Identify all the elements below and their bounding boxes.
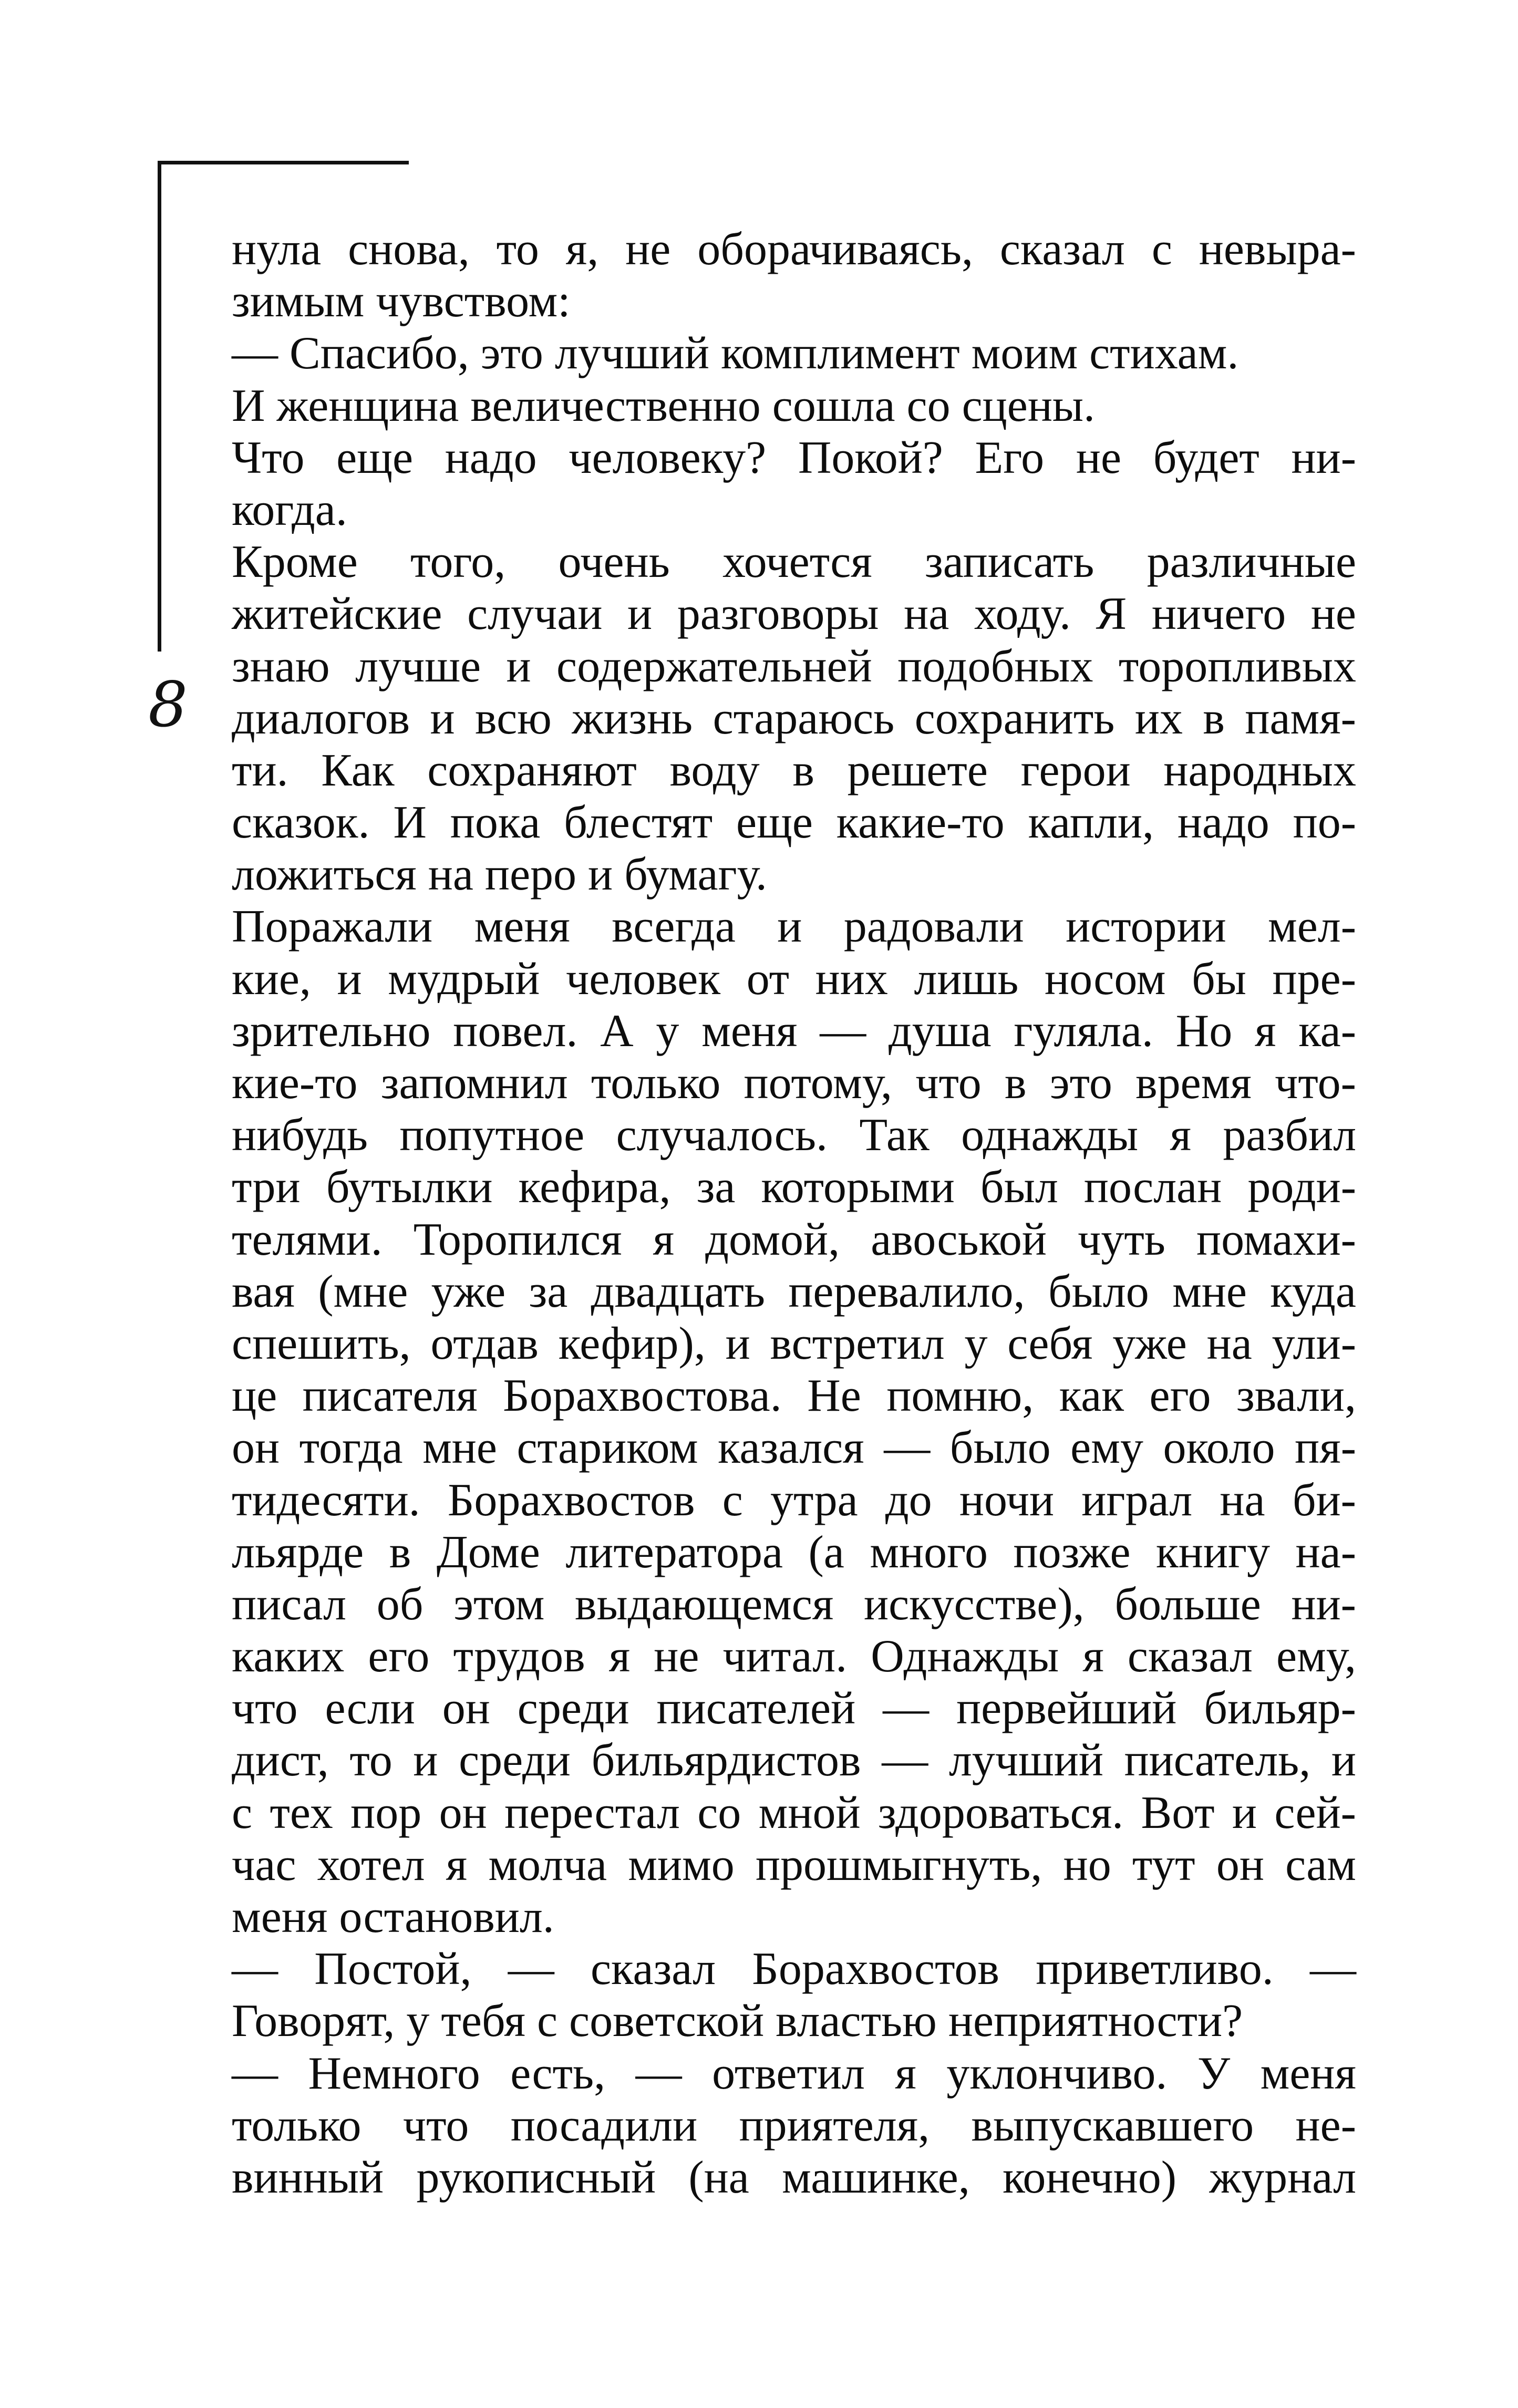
text-line: льярде в Доме литератора (а много позже книгу на- [232,1526,1356,1578]
text-line: писал об этом выдающемся искусстве), больше ни- [232,1578,1356,1630]
text-line: Что еще надо человеку? Покой? Его не будет ни- [232,432,1356,483]
text-line: Кроме того, очень хочется записать различные [232,536,1356,588]
text-line: знаю лучше и содержательней подобных торопливых [232,640,1356,692]
text-line: меня остановил. [232,1892,554,1942]
text-line: зрительно повел. А у меня — душа гуляла. Но я ка- [232,1005,1356,1057]
text-line: ти. Как сохраняют воду в решете герои народных [232,745,1356,796]
text-line: диалогов и всю жизнь стараюсь сохранить их в памя- [232,693,1356,744]
text-line: три бутылки кефира, за которыми был послан роди- [232,1162,1356,1213]
text-line: кие-то запомнил только потому, что в это время что- [232,1058,1356,1109]
text-line: Говорят, у тебя с советской властью неприятности? [232,1996,1243,2047]
text-line: он тогда мне стариком казался — было ему около пя- [232,1422,1356,1474]
text-line: це писателя Борахвостова. Не помню, как его звали, [232,1370,1356,1422]
text-line: кие, и мудрый человек от них лишь носом бы пре- [232,953,1356,1005]
text-line: нула снова, то я, не оборачиваясь, сказал с невыра- [232,224,1356,275]
text-line: дист, то и среди бильярдистов — лучший писатель, и [232,1735,1356,1786]
text-line: — Немного есть, — ответил я уклончиво. У меня [232,2048,1356,2099]
text-line: тидесяти. Борахвостов с утра до ночи играл на би- [232,1474,1356,1526]
text-line: сказок. И пока блестят еще какие-то капли, надо по- [232,797,1356,849]
page-number: 8 [148,668,188,741]
text-line: что если он среди писателей — первейший бильяр- [232,1683,1356,1734]
text-line: нибудь попутное случалось. Так однажды я разбил [232,1110,1356,1161]
corner-rule-horizontal [158,161,409,164]
text-line: час хотел я молча мимо прошмыгнуть, но тут он сам [232,1839,1356,1890]
text-line: с тех пор он перестал со мной здороваться. Вот и сей- [232,1787,1356,1838]
text-line: Поражали меня всегда и радовали истории мел- [232,901,1356,953]
text-line: вая (мне уже за двадцать перевалило, было мне куда [232,1266,1356,1317]
text-line: винный рукописный (на машинке, конечно) журнал [232,2152,1356,2203]
text-line: спешить, отдав кефир), и встретил у себя уже на ули- [232,1318,1356,1369]
corner-rule-vertical [158,161,161,652]
text-line: — Постой, — сказал Борахвостов приветливо. — [232,1944,1356,1995]
text-line: житейские случаи и разговоры на ходу. Я ничего не [232,588,1356,640]
text-line: когда. [232,484,347,535]
text-line: И женщина величественно сошла со сцены. [232,380,1096,431]
text-line: телями. Торопился я домой, авоськой чуть помахи- [232,1214,1356,1265]
text-line: ложиться на перо и бумагу. [232,849,767,901]
text-line: зимым чувством: [232,276,571,327]
text-line: только что посадили приятеля, выпускавшего не- [232,2100,1356,2151]
text-line: каких его трудов я не читал. Однажды я сказал ему, [232,1631,1356,1682]
text-line: — Спасибо, это лучший комплимент моим стихам. [232,328,1239,379]
body-text [232,223,1356,2204]
